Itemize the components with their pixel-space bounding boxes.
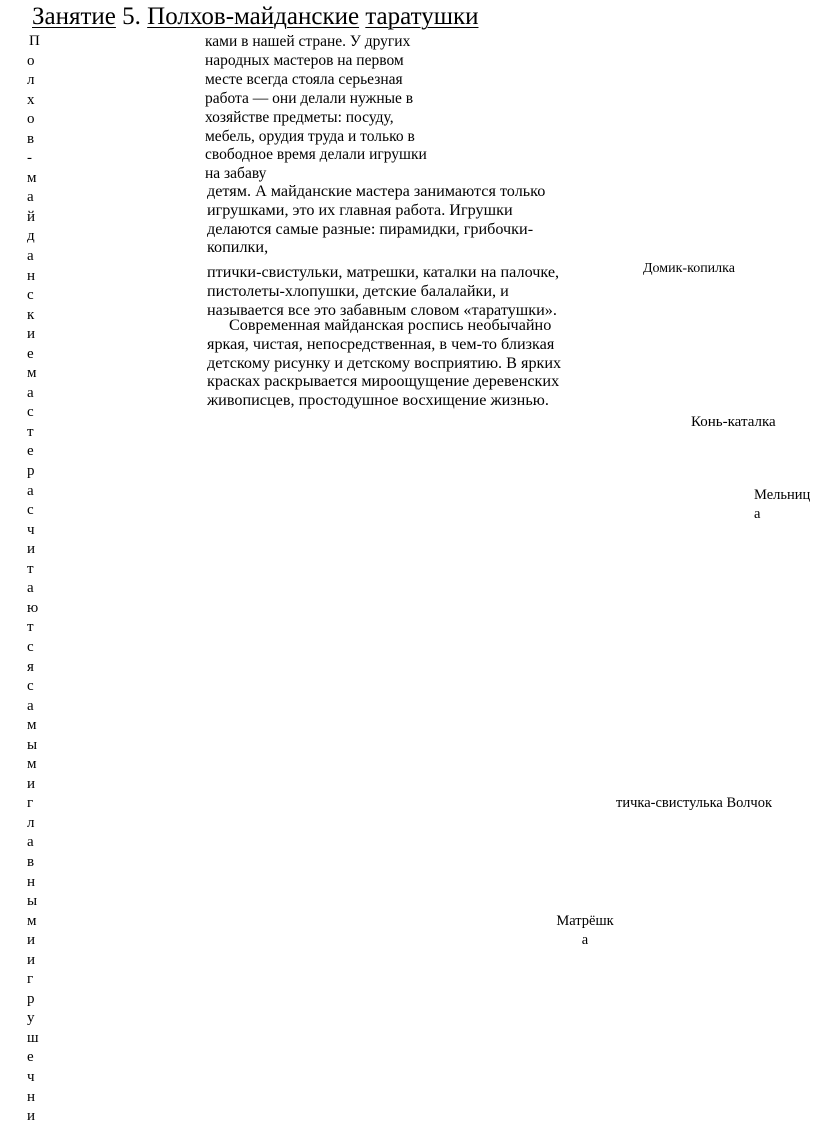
vertical-letter: г — [27, 795, 34, 812]
vertical-letter: т — [27, 619, 34, 636]
text-line: народных мастеров на первом — [205, 51, 404, 69]
vertical-letter: й — [27, 208, 36, 225]
vertical-letter: н — [27, 267, 36, 284]
vertical-letter: н — [27, 1088, 36, 1105]
caption-bird-whistle-top: тичка-свистулька Волчок — [616, 795, 773, 811]
vertical-letter: в — [27, 853, 35, 870]
caption-mill — [754, 486, 810, 524]
text-line: игрушками, это их главная работа. Игрушки — [207, 200, 513, 219]
vertical-letter: с — [27, 502, 34, 519]
text-line: копилки, — [207, 238, 269, 257]
vertical-letter: с — [27, 404, 34, 421]
vertical-letter: м — [27, 756, 37, 773]
vertical-letter: с — [27, 287, 34, 304]
caption-mill-line-1: Мельниц — [754, 487, 811, 503]
vertical-letter: и — [27, 775, 36, 792]
title-word: таратушки — [365, 3, 479, 30]
text-block-1 — [205, 33, 460, 184]
vertical-letter: ч — [27, 521, 35, 538]
vertical-letter: а — [27, 580, 34, 597]
vertical-letter: у — [27, 1010, 35, 1027]
vertical-letter: с — [27, 638, 34, 655]
vertical-letter: е — [27, 345, 34, 362]
vertical-letter: ы — [27, 893, 38, 910]
text-line: детям. А майданские мастера занимаются только — [207, 182, 546, 200]
caption-matryoshka — [549, 912, 621, 950]
caption-matryoshka-line-1: Матрёшк — [556, 913, 614, 929]
text-line: красках раскрывается мироощущение деревенских — [207, 372, 560, 391]
caption-horse-cart: Конь-каталка — [691, 414, 776, 430]
vertical-letter: м — [27, 717, 37, 734]
vertical-letter: ы — [27, 736, 38, 753]
vertical-letter: м — [27, 912, 37, 929]
vertical-letter: р — [27, 463, 35, 480]
vertical-letter: о — [27, 52, 35, 69]
text-line: живописцев, простодушное восхищение жизнью. — [207, 391, 549, 410]
vertical-letter: е — [27, 443, 34, 460]
text-block-3 — [207, 263, 586, 319]
vertical-letter: т — [27, 423, 34, 440]
vertical-letter: н — [27, 873, 36, 890]
text-line: работа — они делали нужные в — [205, 89, 414, 107]
vertical-letter: м — [27, 169, 37, 186]
vertical-letter: р — [27, 990, 35, 1007]
vertical-letter: л — [27, 72, 35, 89]
vertical-letter: и — [27, 1108, 36, 1125]
vertical-letter: ш — [27, 1029, 39, 1046]
vertical-letter: г — [27, 971, 34, 988]
text-block-2 — [207, 182, 586, 257]
vertical-letter: и — [27, 951, 36, 968]
vertical-letter: а — [27, 248, 34, 265]
text-line: называется все это забавным словом «таратушки». — [207, 300, 557, 319]
vertical-letter: а — [27, 189, 34, 206]
title-word: Полхов-майданские — [147, 3, 360, 30]
text-line: на забаву — [205, 165, 267, 183]
text-line: птички-свистульки, матрешки, каталки на палочке, — [207, 263, 560, 281]
caption-house-bank: Домик-копилка — [643, 261, 735, 276]
vertical-letter: е — [27, 1049, 34, 1066]
vertical-letter: а — [27, 834, 34, 851]
text-line: ками в нашей стране. У других — [205, 33, 411, 50]
text-line: мебель, орудия труда и только в — [205, 127, 415, 145]
caption-mill-line-2: а — [754, 506, 761, 522]
vertical-letter: - — [27, 150, 32, 167]
vertical-letter: л — [27, 814, 35, 831]
text-line: детскому рисунку и детскому восприятию. В ярких — [207, 353, 562, 372]
vertical-letter: т — [27, 560, 34, 577]
title-word: Занятие — [32, 3, 116, 30]
text-line: делаются самые разные: пирамидки, грибочки- — [207, 219, 534, 238]
vertical-letter: а — [27, 697, 34, 714]
vertical-text-column — [27, 32, 47, 1127]
text-line: месте всегда стояла серьезная — [205, 70, 403, 88]
vertical-letter: х — [27, 91, 35, 108]
text-line: яркая, чистая, непосредственная, в чем-то близкая — [207, 334, 555, 353]
text-line: Современная майданская роспись необычайно — [229, 316, 552, 334]
vertical-letter: с — [27, 678, 34, 695]
vertical-letter: д — [27, 228, 35, 245]
text-block-4 — [207, 316, 587, 410]
vertical-letter: о — [27, 111, 35, 128]
vertical-letter: ч — [27, 1068, 35, 1085]
vertical-letter: я — [27, 658, 34, 675]
caption-matryoshka-line-2: а — [581, 932, 589, 948]
vertical-letter: и — [27, 932, 36, 949]
vertical-letter: и — [27, 541, 36, 558]
page-title — [32, 2, 478, 32]
vertical-letter: в — [27, 130, 35, 147]
text-line: пистолеты-хлопушки, детские балалайки, и — [207, 281, 509, 300]
vertical-letter: а — [27, 482, 34, 499]
vertical-letter: П — [29, 33, 40, 49]
vertical-letter: а — [27, 384, 34, 401]
vertical-letter: к — [27, 306, 35, 323]
vertical-letter: м — [27, 365, 37, 382]
vertical-letter: и — [27, 326, 36, 343]
text-line: хозяйстве предметы: посуду, — [205, 108, 394, 126]
title-word: 5. — [115, 3, 148, 30]
text-line: свободное время делали игрушки — [205, 146, 427, 164]
vertical-letter: ю — [27, 599, 39, 616]
